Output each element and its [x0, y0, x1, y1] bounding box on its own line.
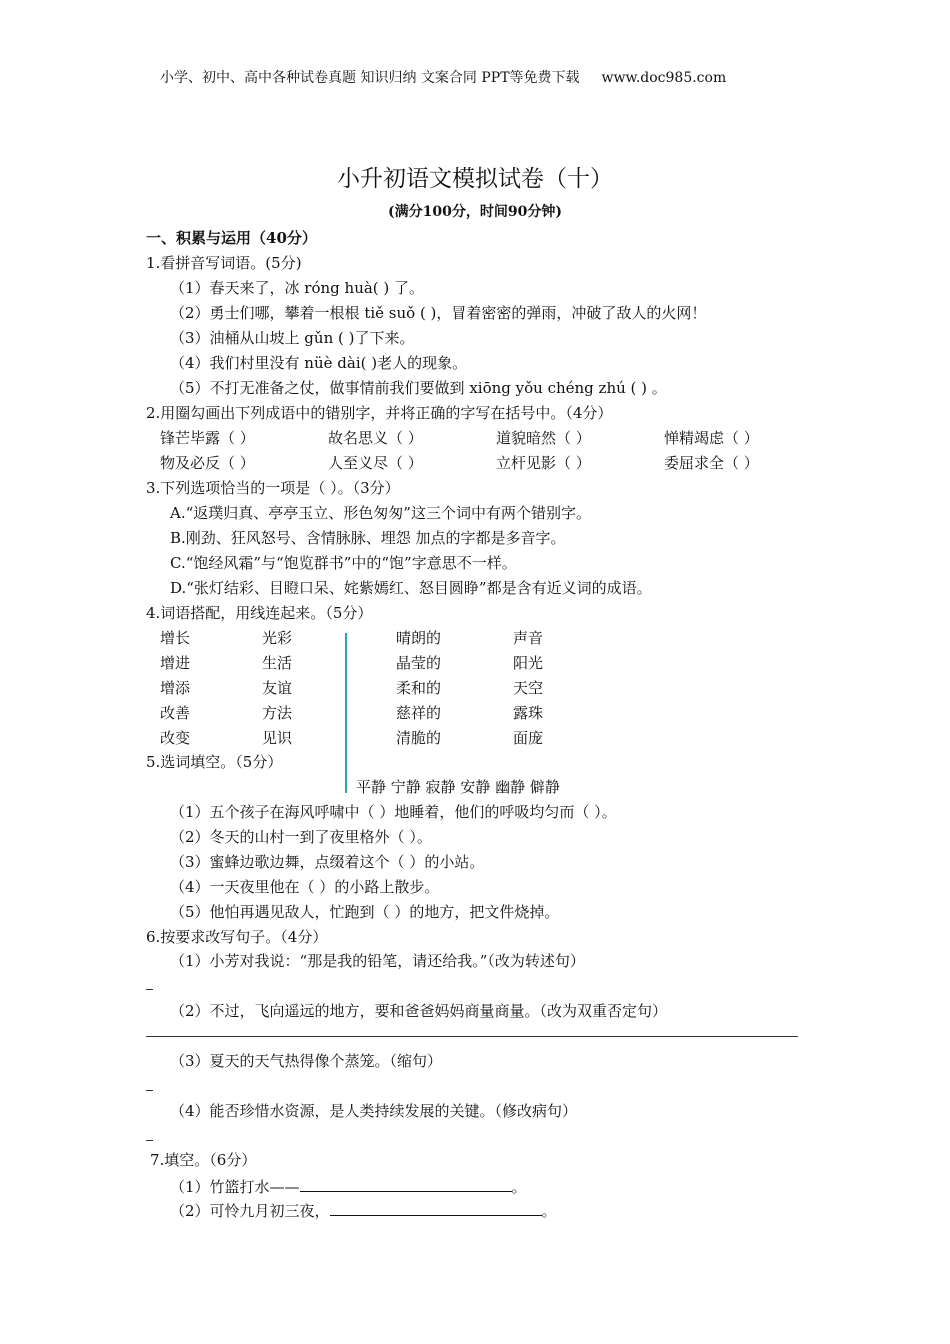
- section-heading: 一、积累与运用（40分）: [146, 229, 317, 247]
- match-word: 声音: [513, 629, 544, 647]
- q4-col1: [160, 628, 190, 753]
- q3-option: D.“张灯结彩、目瞪口呆、姹紫嫣红、怒目圆睁”都是含有近义词的成语。: [170, 579, 652, 597]
- q1-item: （4）我们村里没有 nüè dài( )老人的现象。: [170, 354, 468, 372]
- match-word: 改变: [160, 729, 191, 747]
- q7-item: [170, 1200, 557, 1221]
- idiom-item: 锋芒毕露（ ）: [160, 429, 255, 447]
- match-word: 天空: [513, 679, 544, 697]
- q4-col4: [513, 628, 543, 753]
- answer-line[interactable]: [146, 1036, 798, 1037]
- match-word: 晶莹的: [396, 654, 442, 672]
- q3-option: C.“饱经风霜”与“饱览群书”中的“饱”字意思不一样。: [170, 554, 517, 572]
- q7-item: [170, 1176, 527, 1197]
- q7-item-suffix: 。: [511, 1178, 527, 1196]
- q6-item: （2）不过，飞向遥远的地方，要和爸爸妈妈商量商量。（改为双重否定句）: [170, 1002, 668, 1020]
- q5-item: （1）五个孩子在海风呼啸中（ ）地睡着，他们的呼吸均匀而（ ）。: [170, 803, 617, 821]
- q5-item: （4）一天夜里他在（ ）的小路上散步。: [170, 878, 440, 896]
- fill-blank[interactable]: [300, 1176, 512, 1192]
- fill-blank[interactable]: [330, 1200, 542, 1216]
- q5-item: （3）蜜蜂边歌边舞，点缀着这个（ ）的小站。: [170, 853, 485, 871]
- match-word: 露珠: [513, 704, 544, 722]
- page-title: 小升初语文模拟试卷（十）: [337, 166, 613, 192]
- match-word: 改善: [160, 704, 191, 722]
- match-word: 清脆的: [396, 729, 442, 747]
- q5-item: （5）他怕再遇见敌人，忙跑到（ ）的地方，把文件烧掉。: [170, 903, 560, 921]
- header-site[interactable]: www.doc985.com: [601, 70, 727, 86]
- q1-item: （3）油桶从山坡上 gǔn ( )了下来。: [170, 329, 415, 347]
- match-word: 阳光: [513, 654, 544, 672]
- match-word: 光彩: [262, 629, 293, 647]
- page-header: [160, 68, 726, 88]
- match-word: 增进: [160, 654, 191, 672]
- answer-line[interactable]: [146, 1090, 153, 1091]
- answer-line[interactable]: [146, 1140, 153, 1141]
- match-word: 晴朗的: [396, 629, 442, 647]
- divider-line: [345, 633, 347, 793]
- idiom-item: 人至义尽（ ）: [328, 454, 423, 472]
- match-word: 柔和的: [396, 679, 442, 697]
- idiom-item: 故名思义（ ）: [328, 429, 423, 447]
- q6-item: （1）小芳对我说：“那是我的铅笔，请还给我。”（改为转述句）: [170, 952, 585, 970]
- idiom-item: 物及必反（ ）: [160, 454, 255, 472]
- q3-option: B.刚劲、狂风怒号、含情脉脉、埋怨 加点的字都是多音字。: [170, 529, 566, 547]
- q5-word-bank: 平静 宁静 寂静 安静 幽静 僻静: [356, 778, 560, 796]
- header-text: 小学、初中、高中各种试卷真题 知识归纳 文案合同 PPT等免费下载: [160, 70, 580, 86]
- page-subtitle: (满分100分，时间90分钟): [388, 204, 562, 220]
- match-word: 方法: [262, 704, 293, 722]
- q2-row: [160, 453, 832, 473]
- q5-item: （2）冬天的山村一到了夜里格外（ ）。: [170, 828, 432, 846]
- match-word: 生活: [262, 654, 293, 672]
- q1-item: （5）不打无准备之仗，做事情前我们要做到 xiōng yǒu chéng zhú ( ) 。: [170, 379, 667, 397]
- q7-label: 7.填空。（6分）: [150, 1151, 257, 1169]
- q1-label: 1.看拼音写词语。(5分): [146, 254, 302, 272]
- q6-item: （3）夏天的天气热得像个蒸笼。（缩句）: [170, 1052, 443, 1070]
- q1-item: （2）勇士们哪，攀着一根根 tiě suǒ ( )，冒着密密的弹雨，冲破了敌人的火网！: [170, 304, 707, 322]
- match-word: 增添: [160, 679, 191, 697]
- q7-item-suffix: 。: [541, 1202, 557, 1220]
- q3-option: A.“返璞归真、亭亭玉立、形色匆匆”这三个词中有两个错别字。: [170, 504, 591, 522]
- idiom-item: 惮精竭虑（ ）: [664, 429, 759, 447]
- q7-item-prefix: （2）可怜九月初三夜，: [170, 1202, 330, 1220]
- q4-label: 4.词语搭配，用线连起来。（5分）: [146, 604, 373, 622]
- idiom-item: 立杆见影（ ）: [496, 454, 591, 472]
- match-word: 见识: [262, 729, 293, 747]
- q5-label: 5.选词填空。（5分）: [146, 753, 283, 771]
- match-word: 面庞: [513, 729, 544, 747]
- q2-row: [160, 428, 832, 448]
- idiom-item: 道貌暗然（ ）: [496, 429, 591, 447]
- match-word: 慈祥的: [396, 704, 442, 722]
- q6-item: （4）能否珍惜水资源，是人类持续发展的关键。（修改病句）: [170, 1102, 578, 1120]
- idiom-item: 委屈求全（ ）: [664, 454, 759, 472]
- match-word: 友谊: [262, 679, 293, 697]
- answer-line[interactable]: [146, 989, 153, 990]
- q7-item-prefix: （1）竹篮打水——: [170, 1178, 300, 1196]
- q6-label: 6.按要求改写句子。（4分）: [146, 928, 328, 946]
- q4-col3: [396, 628, 441, 753]
- q1-item: （1）春天来了，冰 róng huà( ) 了。: [170, 279, 425, 297]
- q3-label: 3.下列选项恰当的一项是（ ）。（3分）: [146, 479, 400, 497]
- q2-label: 2.用圈勾画出下列成语中的错别字，并将正确的字写在括号中。（4分）: [146, 404, 613, 422]
- match-word: 增长: [160, 629, 191, 647]
- q4-col2: [262, 628, 292, 753]
